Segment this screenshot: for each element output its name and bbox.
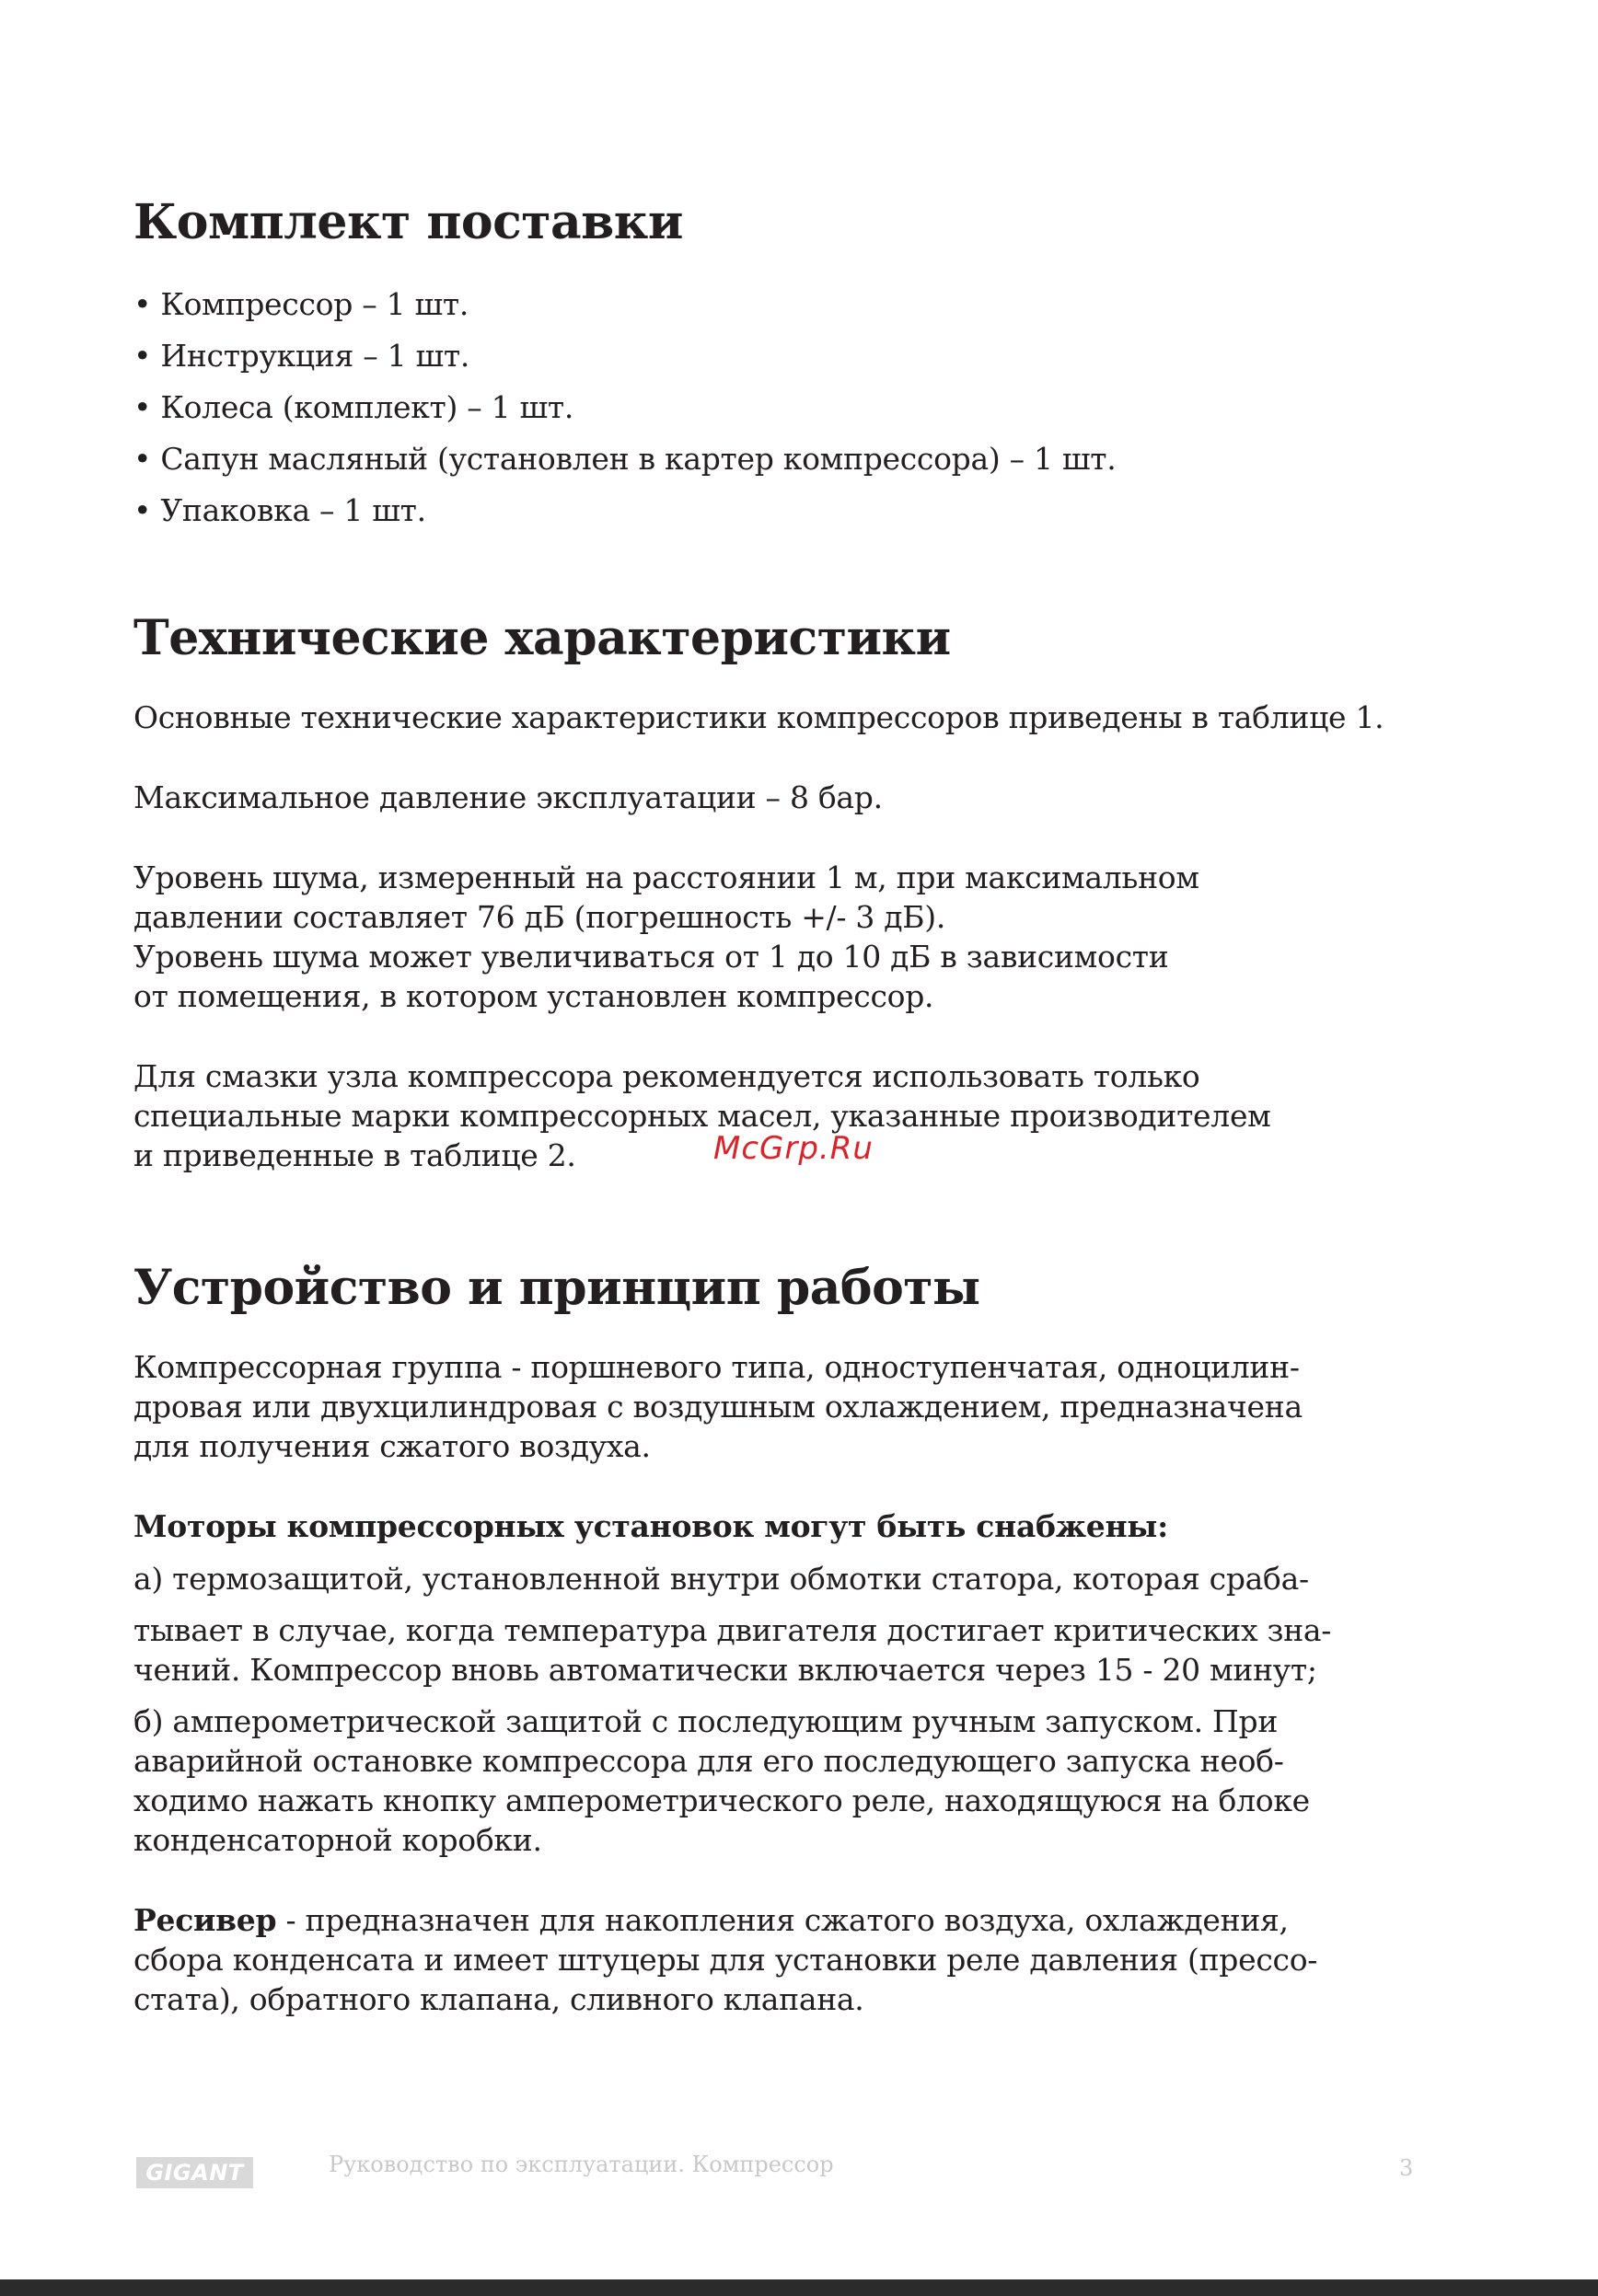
heading-kit: Комплект поставки — [133, 194, 683, 250]
paragraph-line: и приведенные в таблице 2. — [133, 1137, 576, 1173]
watermark: McGrp.Ru — [713, 1130, 874, 1167]
subheading-motors: Моторы компрессорных установок могут быть снабжены: — [133, 1508, 1168, 1544]
heading-specs: Технические характеристики — [133, 610, 951, 666]
paragraph-line: тывает в случае, когда температура двигателя достигает критических зна- — [133, 1612, 1332, 1648]
receiver-line: Ресивер - предназначен для накопления сжатого воздуха, охлаждения, — [133, 1902, 1289, 1938]
paragraph-line: аварийной остановке компрессора для его последующего запуска необ- — [133, 1743, 1284, 1779]
bottom-edge-bar — [0, 2279, 1598, 2296]
list-item: • Сапун масляный (установлен в картер компрессора) – 1 шт. — [133, 441, 1117, 477]
paragraph-line: Компрессорная группа - поршневого типа, одноступенчатая, одноцилин- — [133, 1349, 1300, 1385]
heading-device: Устройство и принцип работы — [133, 1260, 980, 1316]
paragraph-line: а) термозащитой, установленной внутри обмотки статора, которая сраба- — [133, 1561, 1309, 1597]
paragraph-line: давлении составляет 76 дБ (погрешность +/- 3 дБ). — [133, 899, 946, 935]
paragraph-line: стата), обратного клапана, сливного клапана. — [133, 1981, 864, 2017]
paragraph-line: Максимальное давление эксплуатации – 8 бар. — [133, 779, 883, 815]
paragraph-line: Уровень шума может увеличиваться от 1 до 10 дБ в зависимости — [133, 939, 1169, 975]
receiver-term: Ресивер — [133, 1902, 277, 1938]
footer-title: Руководство по эксплуатации. Компрессор — [329, 2152, 834, 2177]
paragraph-line: ходимо нажать кнопку амперометрического реле, находящуюся на блоке — [133, 1783, 1310, 1818]
list-item: • Компрессор – 1 шт. — [133, 286, 469, 322]
paragraph-line: чений. Компрессор вновь автоматически включается через 15 - 20 минут; — [133, 1652, 1317, 1688]
paragraph-line: конденсаторной коробки. — [133, 1822, 542, 1858]
page-number: 3 — [1399, 2155, 1414, 2181]
paragraph-line: Уровень шума, измеренный на расстоянии 1 м, при максимальном — [133, 860, 1199, 895]
paragraph-line: специальные марки компрессорных масел, указанные производителем — [133, 1098, 1271, 1134]
paragraph-line: б) амперометрической защитой с последующим ручным запуском. При — [133, 1703, 1279, 1739]
paragraph-line: от помещения, в котором установлен компрессор. — [133, 978, 934, 1014]
paragraph-line: Для смазки узла компрессора рекомендуется использовать только — [133, 1058, 1200, 1094]
list-item: • Инструкция – 1 шт. — [133, 338, 470, 374]
gigant-logo: GIGANT — [136, 2157, 253, 2188]
paragraph-line: дровая или двухцилиндровая с воздушным охлаждением, предназначена — [133, 1389, 1303, 1425]
paragraph-line: сбора конденсата и имеет штуцеры для установки реле давления (прессо- — [133, 1942, 1318, 1978]
paragraph-line: для получения сжатого воздуха. — [133, 1428, 651, 1464]
list-item: • Колеса (комплект) – 1 шт. — [133, 389, 574, 425]
paragraph-line: Основные технические характеристики компрессоров приведены в таблице 1. — [133, 699, 1384, 735]
kit-list — [133, 279, 1116, 537]
list-item: • Упаковка – 1 шт. — [133, 492, 426, 528]
